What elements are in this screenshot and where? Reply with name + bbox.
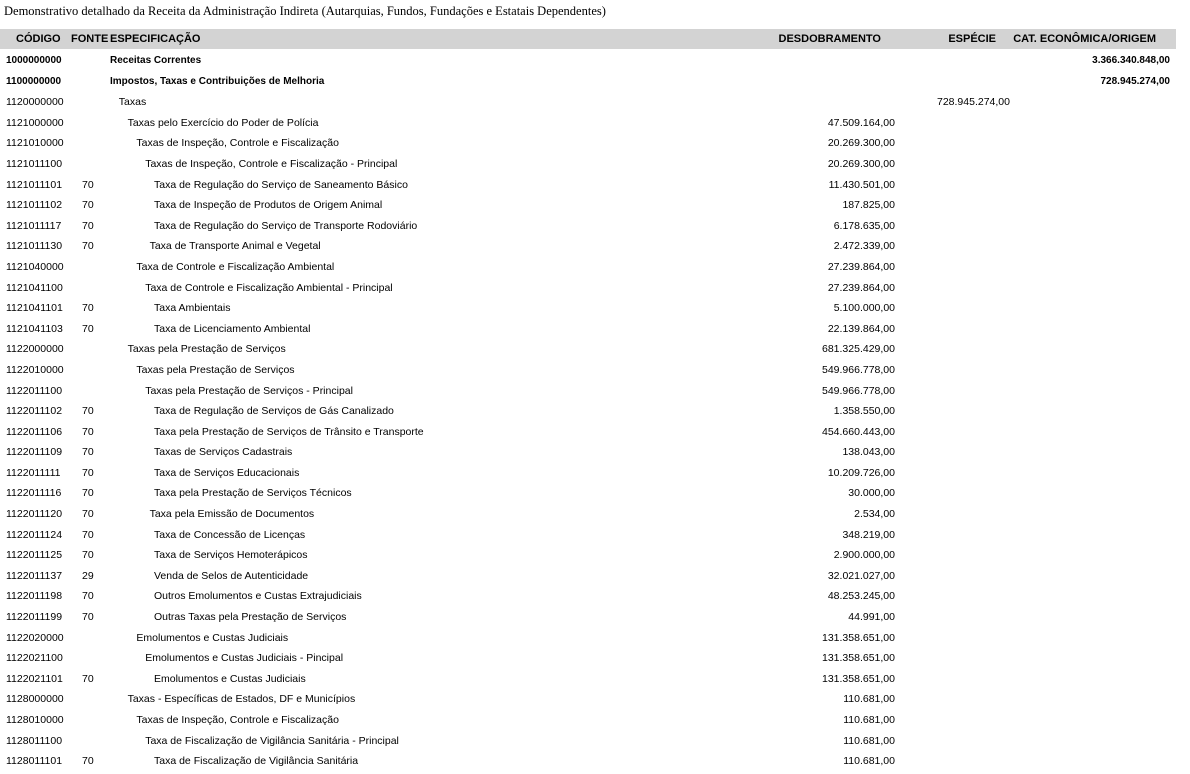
especificacao-cell: Taxa de Regulação do Serviço de Transporte Rodoviário	[154, 219, 418, 232]
desdobramento-cell: 110.681,00	[843, 734, 895, 747]
header-especificacao: ESPECIFICAÇÃO	[110, 33, 201, 45]
codigo-cell: 1122011109	[6, 446, 63, 459]
codigo-cell: 1122011137	[6, 569, 63, 582]
codigo-cell: 1128000000	[6, 693, 64, 706]
table-row	[0, 257, 1190, 278]
table-row	[0, 381, 1190, 402]
desdobramento-cell: 48.253.245,00	[827, 590, 895, 603]
fonte-cell: 70	[82, 446, 94, 459]
fonte-cell: 70	[82, 466, 94, 479]
especificacao-cell: Emolumentos e Custas Judiciais	[136, 631, 289, 644]
especificacao-cell: Taxas de Serviços Cadastrais	[154, 446, 293, 459]
especificacao-cell: Taxas pela Prestação de Serviços	[136, 363, 295, 376]
especificacao-cell: Taxa de Transporte Animal e Vegetal	[149, 240, 321, 253]
desdobramento-cell: 138.043,00	[842, 446, 895, 459]
desdobramento-cell: 10.209.726,00	[827, 466, 895, 479]
header-desdobramento: DESDOBRAMENTO	[778, 33, 881, 45]
table-body	[0, 51, 1190, 772]
table-row	[0, 113, 1190, 134]
desdobramento-cell: 30.000,00	[848, 487, 895, 500]
table-row	[0, 175, 1190, 196]
fonte-cell: 29	[82, 569, 94, 582]
table-row	[0, 463, 1190, 484]
fonte-cell: 70	[82, 240, 94, 253]
codigo-cell: 1120000000	[6, 96, 64, 109]
table-row	[0, 669, 1190, 690]
codigo-cell: 1122011125	[6, 549, 63, 562]
codigo-cell: 1100000000	[6, 75, 62, 87]
especificacao-cell: Taxa de Controle e Fiscalização Ambiental - Principal	[145, 281, 393, 294]
table-row	[0, 442, 1190, 463]
table-row	[0, 628, 1190, 649]
fonte-cell: 70	[82, 528, 94, 541]
table-row	[0, 504, 1190, 525]
desdobramento-cell: 348.219,00	[842, 528, 895, 541]
table-row	[0, 483, 1190, 504]
desdobramento-cell: 110.681,00	[843, 755, 895, 768]
especificacao-cell: Taxa pela Emissão de Documentos	[149, 508, 315, 521]
especificacao-cell: Outros Emolumentos e Custas Extrajudiciais	[154, 590, 362, 603]
header-cat-economica: CAT. ECONÔMICA/ORIGEM	[1013, 33, 1156, 45]
header-fonte: FONTE	[71, 33, 109, 45]
codigo-cell: 1122011102	[6, 405, 63, 418]
codigo-cell: 1121041101	[6, 302, 63, 315]
desdobramento-cell: 681.325.429,00	[822, 343, 895, 356]
codigo-cell: 1121010000	[6, 137, 64, 150]
header-codigo: CÓDIGO	[16, 33, 61, 45]
especificacao-cell: Taxa Ambientais	[154, 302, 231, 315]
fonte-cell: 70	[82, 219, 94, 232]
especificacao-cell: Taxas pela Prestação de Serviços	[127, 343, 286, 356]
codigo-cell: 1122011106	[6, 425, 63, 438]
codigo-cell: 1000000000	[6, 55, 62, 66]
especificacao-cell: Taxa pela Prestação de Serviços de Trânsito e Transporte	[154, 425, 424, 438]
codigo-cell: 1128011101	[6, 755, 63, 768]
document-title: Demonstrativo detalhado da Receita da Administração Indireta (Autarquias, Fundos, Fundações e Estatais Dependentes)	[4, 4, 606, 18]
fonte-cell: 70	[82, 590, 94, 603]
especificacao-cell: Taxa de Regulação de Serviços de Gás Canalizado	[154, 405, 394, 418]
codigo-cell: 1121011130	[6, 240, 63, 253]
desdobramento-cell: 1.358.550,00	[833, 405, 895, 418]
codigo-cell: 1122011124	[6, 528, 63, 541]
cat-economica-cell: 3.366.340.848,00	[1092, 55, 1170, 66]
codigo-cell: 1122011116	[6, 487, 62, 500]
table-row	[0, 133, 1190, 154]
especificacao-cell: Taxa de Fiscalização de Vigilância Sanitária - Principal	[145, 734, 399, 747]
especificacao-cell: Emolumentos e Custas Judiciais	[154, 672, 306, 685]
codigo-cell: 1122011198	[6, 590, 63, 603]
desdobramento-cell: 27.239.864,00	[827, 260, 895, 273]
especificacao-cell: Taxa de Licenciamento Ambiental	[154, 322, 311, 335]
especificacao-cell: Emolumentos e Custas Judiciais - Pincipal	[145, 652, 344, 665]
desdobramento-cell: 131.358.651,00	[822, 652, 895, 665]
table-row	[0, 360, 1190, 381]
especie-cell: 728.945.274,00	[937, 96, 1010, 109]
especificacao-cell: Taxas de Inspeção, Controle e Fiscalização	[136, 714, 339, 726]
desdobramento-cell: 131.358.651,00	[822, 672, 895, 685]
codigo-cell: 1122021101	[6, 672, 63, 685]
table-row	[0, 648, 1190, 669]
fonte-cell: 70	[82, 755, 94, 768]
desdobramento-cell: 5.100.000,00	[833, 302, 895, 315]
fonte-cell: 70	[82, 199, 94, 212]
codigo-cell: 1121011100	[6, 157, 63, 170]
table-row	[0, 195, 1190, 216]
desdobramento-cell: 20.269.300,00	[827, 137, 895, 150]
desdobramento-cell: 2.472.339,00	[833, 240, 895, 253]
table-row	[0, 731, 1190, 752]
desdobramento-cell: 454.660.443,00	[822, 425, 895, 438]
table-row	[0, 51, 1190, 72]
table-row	[0, 566, 1190, 587]
desdobramento-cell: 549.966.778,00	[822, 363, 895, 376]
especificacao-cell: Taxa de Controle e Fiscalização Ambiental	[136, 260, 335, 273]
codigo-cell: 1121040000	[6, 260, 64, 273]
fonte-cell: 70	[82, 611, 94, 624]
table-row	[0, 339, 1190, 360]
especificacao-cell: Venda de Selos de Autenticidade	[154, 569, 309, 582]
especificacao-cell: Taxa de Regulação do Serviço de Saneamento Básico	[154, 178, 408, 191]
table-row	[0, 72, 1190, 93]
table-row	[0, 525, 1190, 546]
table-row	[0, 319, 1190, 340]
table-row	[0, 586, 1190, 607]
desdobramento-cell: 110.681,00	[843, 693, 895, 706]
codigo-cell: 1121041100	[6, 281, 63, 294]
header-especie: ESPÉCIE	[948, 33, 996, 45]
desdobramento-cell: 11.430.501,00	[828, 178, 895, 191]
especificacao-cell: Taxa de Serviços Educacionais	[154, 466, 300, 479]
desdobramento-cell: 6.178.635,00	[833, 219, 895, 232]
desdobramento-cell: 549.966.778,00	[822, 384, 895, 397]
especificacao-cell: Taxas pela Prestação de Serviços - Principal	[145, 384, 353, 397]
especificacao-cell: Taxa de Fiscalização de Vigilância Sanitária	[154, 755, 359, 768]
table-row	[0, 607, 1190, 628]
table-row	[0, 751, 1190, 772]
desdobramento-cell: 2.900.000,00	[833, 549, 895, 562]
desdobramento-cell: 110.681,00	[843, 714, 895, 726]
table-row	[0, 154, 1190, 175]
fonte-cell: 70	[82, 302, 94, 315]
table-row	[0, 710, 1190, 731]
especificacao-cell: Taxas de Inspeção, Controle e Fiscalização	[136, 137, 339, 150]
codigo-cell: 1122021100	[6, 652, 63, 665]
desdobramento-cell: 32.021.027,00	[827, 569, 895, 582]
table-row	[0, 401, 1190, 422]
especificacao-cell: Outras Taxas pela Prestação de Serviços	[154, 611, 347, 624]
desdobramento-cell: 131.358.651,00	[822, 631, 895, 644]
desdobramento-cell: 2.534,00	[854, 508, 895, 521]
fonte-cell: 70	[82, 178, 94, 191]
fonte-cell: 70	[82, 672, 94, 685]
fonte-cell: 70	[82, 508, 94, 521]
desdobramento-cell: 44.991,00	[848, 611, 895, 624]
especificacao-cell: Taxas de Inspeção, Controle e Fiscalização - Principal	[145, 157, 398, 170]
especificacao-cell: Taxas	[118, 96, 147, 109]
codigo-cell: 1122011120	[6, 508, 63, 521]
fonte-cell: 70	[82, 425, 94, 438]
especificacao-cell: Taxa de Concessão de Licenças	[154, 528, 306, 541]
table-row	[0, 236, 1190, 257]
especificacao-cell: Taxa de Inspeção de Produtos de Origem Animal	[154, 199, 383, 212]
desdobramento-cell: 22.139.864,00	[827, 322, 895, 335]
table-row	[0, 545, 1190, 566]
table-row	[0, 278, 1190, 299]
table-row	[0, 689, 1190, 710]
table-row	[0, 422, 1190, 443]
desdobramento-cell: 187.825,00	[842, 199, 895, 212]
table-row	[0, 92, 1190, 113]
desdobramento-cell: 47.509.164,00	[827, 116, 895, 129]
codigo-cell: 1121041103	[6, 322, 63, 335]
cat-economica-cell: 728.945.274,00	[1100, 75, 1170, 87]
especificacao-cell: Taxas - Específicas de Estados, DF e Municípios	[127, 693, 356, 706]
codigo-cell: 1121011117	[6, 219, 62, 232]
especificacao-cell: Receitas Correntes	[110, 55, 202, 66]
desdobramento-cell: 20.269.300,00	[827, 157, 895, 170]
especificacao-cell: Taxas pelo Exercício do Poder de Polícia	[127, 116, 319, 129]
codigo-cell: 1121011102	[6, 199, 63, 212]
codigo-cell: 1122011111	[6, 466, 61, 479]
especificacao-cell: Impostos, Taxas e Contribuições de Melhoria	[110, 75, 325, 87]
codigo-cell: 1121011101	[6, 178, 63, 191]
codigo-cell: 1121000000	[6, 116, 64, 129]
especificacao-cell: Taxa de Serviços Hemoterápicos	[154, 549, 308, 562]
codigo-cell: 1128011100	[6, 734, 63, 747]
codigo-cell: 1122011100	[6, 384, 63, 397]
codigo-cell: 1122000000	[6, 343, 64, 356]
fonte-cell: 70	[82, 487, 94, 500]
table-row	[0, 298, 1190, 319]
fonte-cell: 70	[82, 405, 94, 418]
codigo-cell: 1128010000	[6, 714, 64, 726]
fonte-cell: 70	[82, 322, 94, 335]
table-header	[0, 29, 1176, 49]
desdobramento-cell: 27.239.864,00	[827, 281, 895, 294]
codigo-cell: 1122020000	[6, 631, 64, 644]
especificacao-cell: Taxa pela Prestação de Serviços Técnicos	[154, 487, 352, 500]
table-row	[0, 216, 1190, 237]
codigo-cell: 1122011199	[6, 611, 63, 624]
fonte-cell: 70	[82, 549, 94, 562]
codigo-cell: 1122010000	[6, 363, 64, 376]
